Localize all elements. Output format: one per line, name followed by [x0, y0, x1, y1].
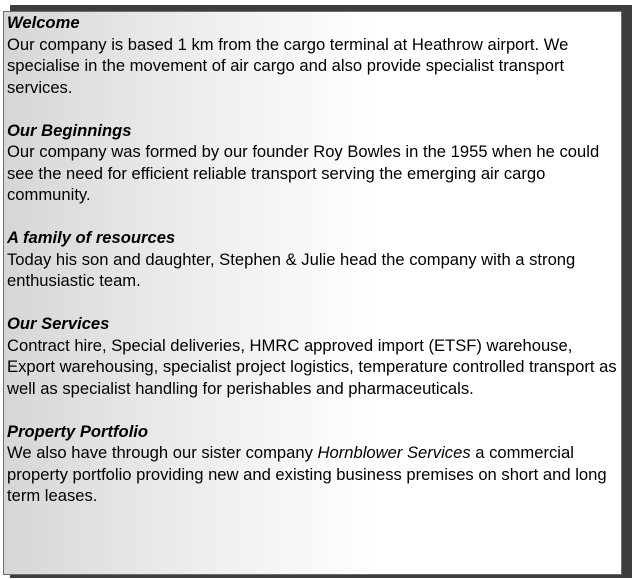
content-panel — [3, 11, 622, 575]
section-body: Our company is based 1 km from the cargo terminal at Heathrow airport. We specialise in the movement of air cargo and also provide specialist transport services. — [7, 34, 569, 97]
body-text-after: a commercial property portfolio providing new and existing business premises on short and long term leases. — [7, 443, 607, 505]
section-our-services — [7, 313, 619, 399]
section-title: Property Portfolio — [7, 421, 149, 441]
body-text-before: We also have through our sister company — [7, 443, 318, 462]
section-body: Our company was formed by our founder Roy Bowles in the 1955 when he could see the need for efficient reliable transport serving the emerging air cargo community. — [7, 142, 600, 204]
section-title: Our Beginnings — [7, 120, 132, 140]
section-body — [7, 442, 619, 507]
section-title: A family of resources — [7, 228, 176, 247]
section-property-portfolio — [7, 421, 619, 507]
section-title: Our Services — [7, 314, 110, 333]
section-body: Today his son and daughter, Stephen & Julie head the company with a strong enthusiastic team. — [7, 249, 576, 290]
section-our-beginnings — [7, 120, 619, 206]
section-welcome — [7, 12, 619, 98]
section-family-of-resources — [7, 227, 619, 292]
section-title: Welcome — [7, 13, 80, 32]
section-body: Contract hire, Special deliveries, HMRC approved import (ETSF) warehouse, Export warehousing, specialist project logistics, temperature controlled transport as well as specialist handling for perishables and pharmaceuticals. — [7, 335, 617, 398]
sister-company-name: Hornblower Services — [317, 443, 471, 462]
